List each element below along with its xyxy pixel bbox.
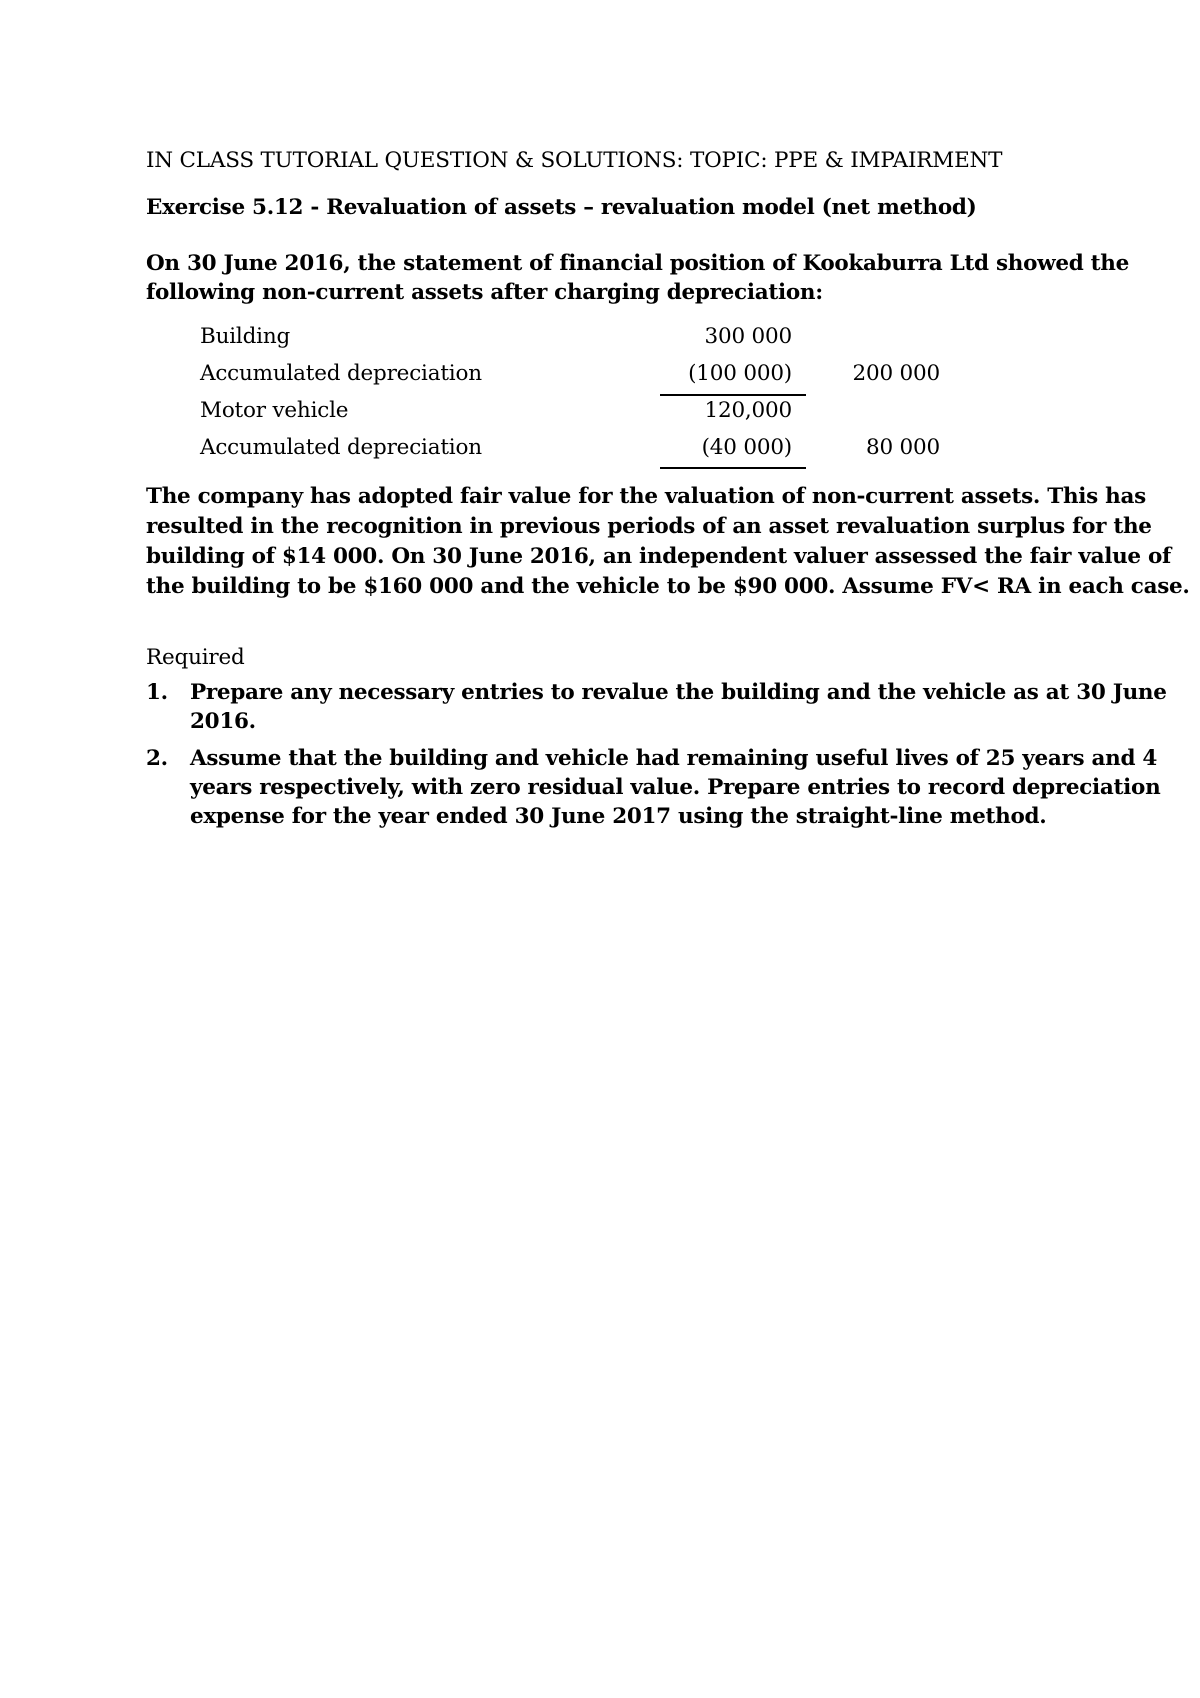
required-item-line: 2016. xyxy=(190,709,256,734)
required-item-number: 2. xyxy=(146,746,168,771)
asset-label: Motor vehicle xyxy=(200,398,349,423)
required-item-line: years respectively, with zero residual value. Prepare entries to record depreciation xyxy=(190,775,1161,800)
asset-label: Accumulated depreciation xyxy=(200,435,482,460)
required-item-line: Assume that the building and vehicle had remaining useful lives of 25 years and 4 xyxy=(190,746,1158,771)
required-item-number: 1. xyxy=(146,680,168,705)
asset-label: Building xyxy=(200,324,291,349)
assets-table xyxy=(200,320,960,468)
paragraph-line: The company has adopted fair value for the valuation of non-current assets. This has xyxy=(146,484,1146,509)
subtotal-rule xyxy=(660,467,806,469)
paragraph-line: resulted in the recognition in previous periods of an asset revaluation surplus for the xyxy=(146,514,1152,539)
exercise-title: Exercise 5.12 - Revaluation of assets – revaluation model (net method) xyxy=(146,195,977,220)
asset-amount: (40 000) xyxy=(701,435,792,460)
intro-paragraph xyxy=(146,249,1129,307)
required-item-line: expense for the year ended 30 June 2017 using the straight-line method. xyxy=(190,804,1047,829)
asset-amount: 300 000 xyxy=(704,324,792,349)
asset-amount: (100 000) xyxy=(688,361,792,386)
asset-net-value: 200 000 xyxy=(852,361,940,386)
subtotal-rule xyxy=(660,394,806,396)
asset-net-value: 80 000 xyxy=(865,435,940,460)
asset-row xyxy=(200,357,960,394)
intro-line: following non-current assets after charging depreciation: xyxy=(146,280,823,305)
required-item xyxy=(146,678,1167,736)
required-list xyxy=(146,678,1167,839)
body-paragraph xyxy=(146,482,1190,602)
paragraph-line: the building to be $160 000 and the vehicle to be $90 000. Assume FV< RA in each case. xyxy=(146,574,1190,599)
required-heading: Required xyxy=(146,645,245,670)
paragraph-line: building of $14 000. On 30 June 2016, an independent valuer assessed the fair value of xyxy=(146,544,1171,569)
asset-amount: 120,000 xyxy=(704,398,792,423)
document-heading: IN CLASS TUTORIAL QUESTION & SOLUTIONS: TOPIC: PPE & IMPAIRMENT xyxy=(146,148,1003,173)
asset-label: Accumulated depreciation xyxy=(200,361,482,386)
intro-line: On 30 June 2016, the statement of financial position of Kookaburra Ltd showed the xyxy=(146,251,1129,276)
asset-row xyxy=(200,431,960,468)
required-item-line: Prepare any necessary entries to revalue the building and the vehicle as at 30 June xyxy=(190,680,1167,705)
asset-row xyxy=(200,394,960,431)
required-item xyxy=(146,744,1161,831)
asset-row xyxy=(200,320,960,357)
